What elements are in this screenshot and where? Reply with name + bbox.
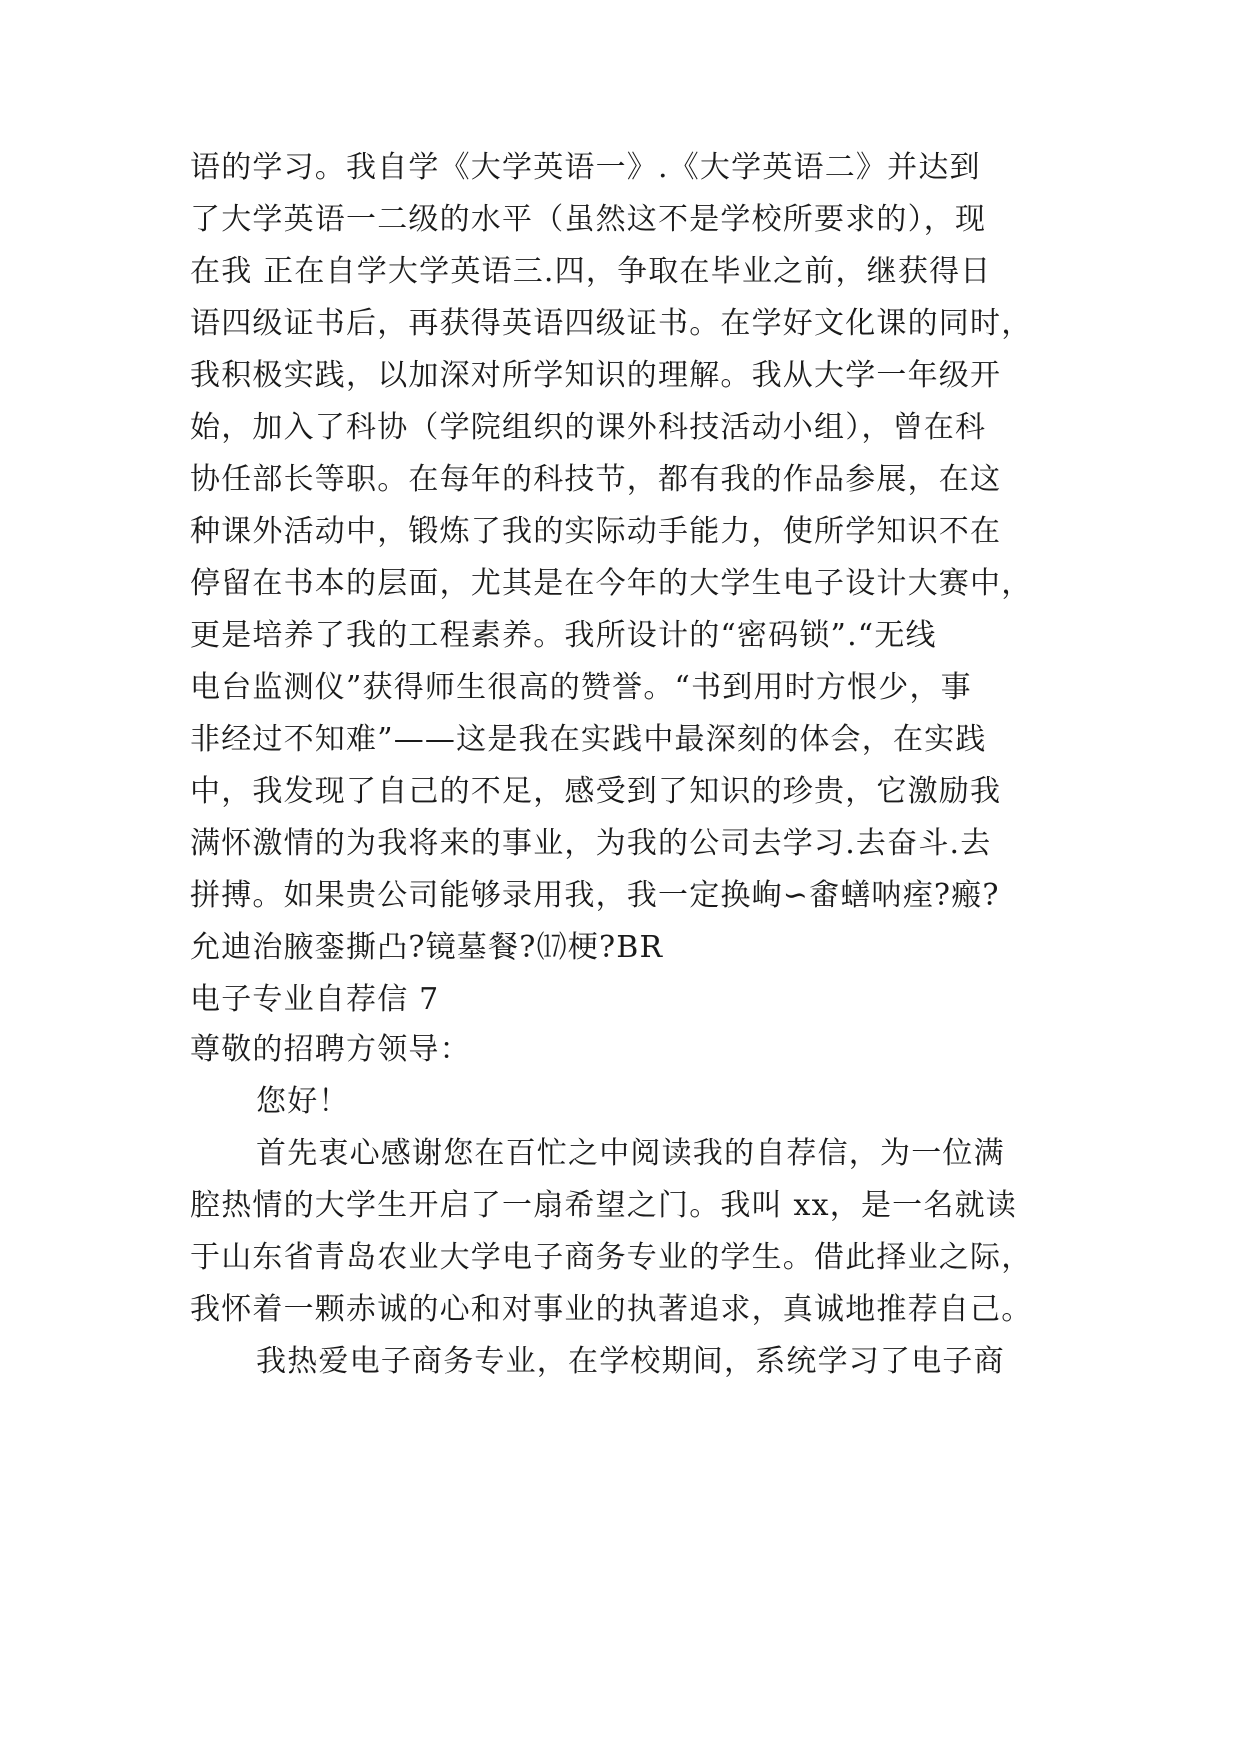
greeting: 您好！ [256, 1084, 350, 1119]
text-line: 停留在书本的层面，尤其是在今年的大学生电子设计大赛中， [190, 566, 1033, 601]
text-line: 种课外活动中，锻炼了我的实际动手能力，使所学知识不在 [190, 514, 1002, 549]
text-line: 首先衷心感谢您在百忙之中阅读我的自荐信，为一位满 [256, 1136, 1005, 1171]
text-line: 语的学习。我自学《大学英语一》.《大学英语二》并达到 [190, 150, 981, 185]
text-line: 我热爱电子商务专业，在学校期间，系统学习了电子商 [256, 1344, 1005, 1379]
text-line: 于山东省青岛农业大学电子商务专业的学生。借此择业之际， [190, 1240, 1033, 1275]
text-line: 电台监测仪”获得师生很高的赞誉。“书到用时方恨少，事 [190, 670, 972, 705]
text-line: 始，加入了科协（学院组织的课外科技活动小组），曾在科 [190, 410, 987, 445]
salutation: 尊敬的招聘方领导： [190, 1032, 471, 1067]
text-line: 协任部长等职。在每年的科技节，都有我的作品参展，在这 [190, 462, 1002, 497]
text-line: 在我 正在自学大学英语三.四，争取在毕业之前，继获得日 [190, 254, 992, 289]
text-line: 语四级证书后，再获得英语四级证书。在学好文化课的同时， [190, 306, 1033, 341]
text-line: 允迪治腋銮撕凸?镜墓餐?⒄梗?BR [190, 930, 664, 965]
section-heading: 电子专业自荐信 7 [190, 982, 440, 1017]
text-line: 满怀激情的为我将来的事业，为我的公司去学习.去奋斗.去 [190, 826, 992, 861]
text-line: 我积极实践，以加深对所学知识的理解。我从大学一年级开 [190, 358, 1002, 393]
text-line: 我怀着一颗赤诚的心和对事业的执著追求，真诚地推荐自己。 [190, 1292, 1033, 1327]
text-line: 拼搏。如果贵公司能够录用我，我一定换峋∽畬蟮呐痓?瘢? [190, 878, 1000, 913]
text-line: 中，我发现了自己的不足，感受到了知识的珍贵，它激励我 [190, 774, 1002, 809]
text-line: 更是培养了我的工程素养。我所设计的“密码锁”.“无线 [190, 618, 937, 653]
text-line: 了大学英语一二级的水平（虽然这不是学校所要求的），现 [190, 202, 987, 237]
text-line: 非经过不知难”——这是我在实践中最深刻的体会，在实践 [190, 722, 987, 757]
text-line: 腔热情的大学生开启了一扇希望之门。我叫 xx，是一名就读 [190, 1188, 1017, 1223]
